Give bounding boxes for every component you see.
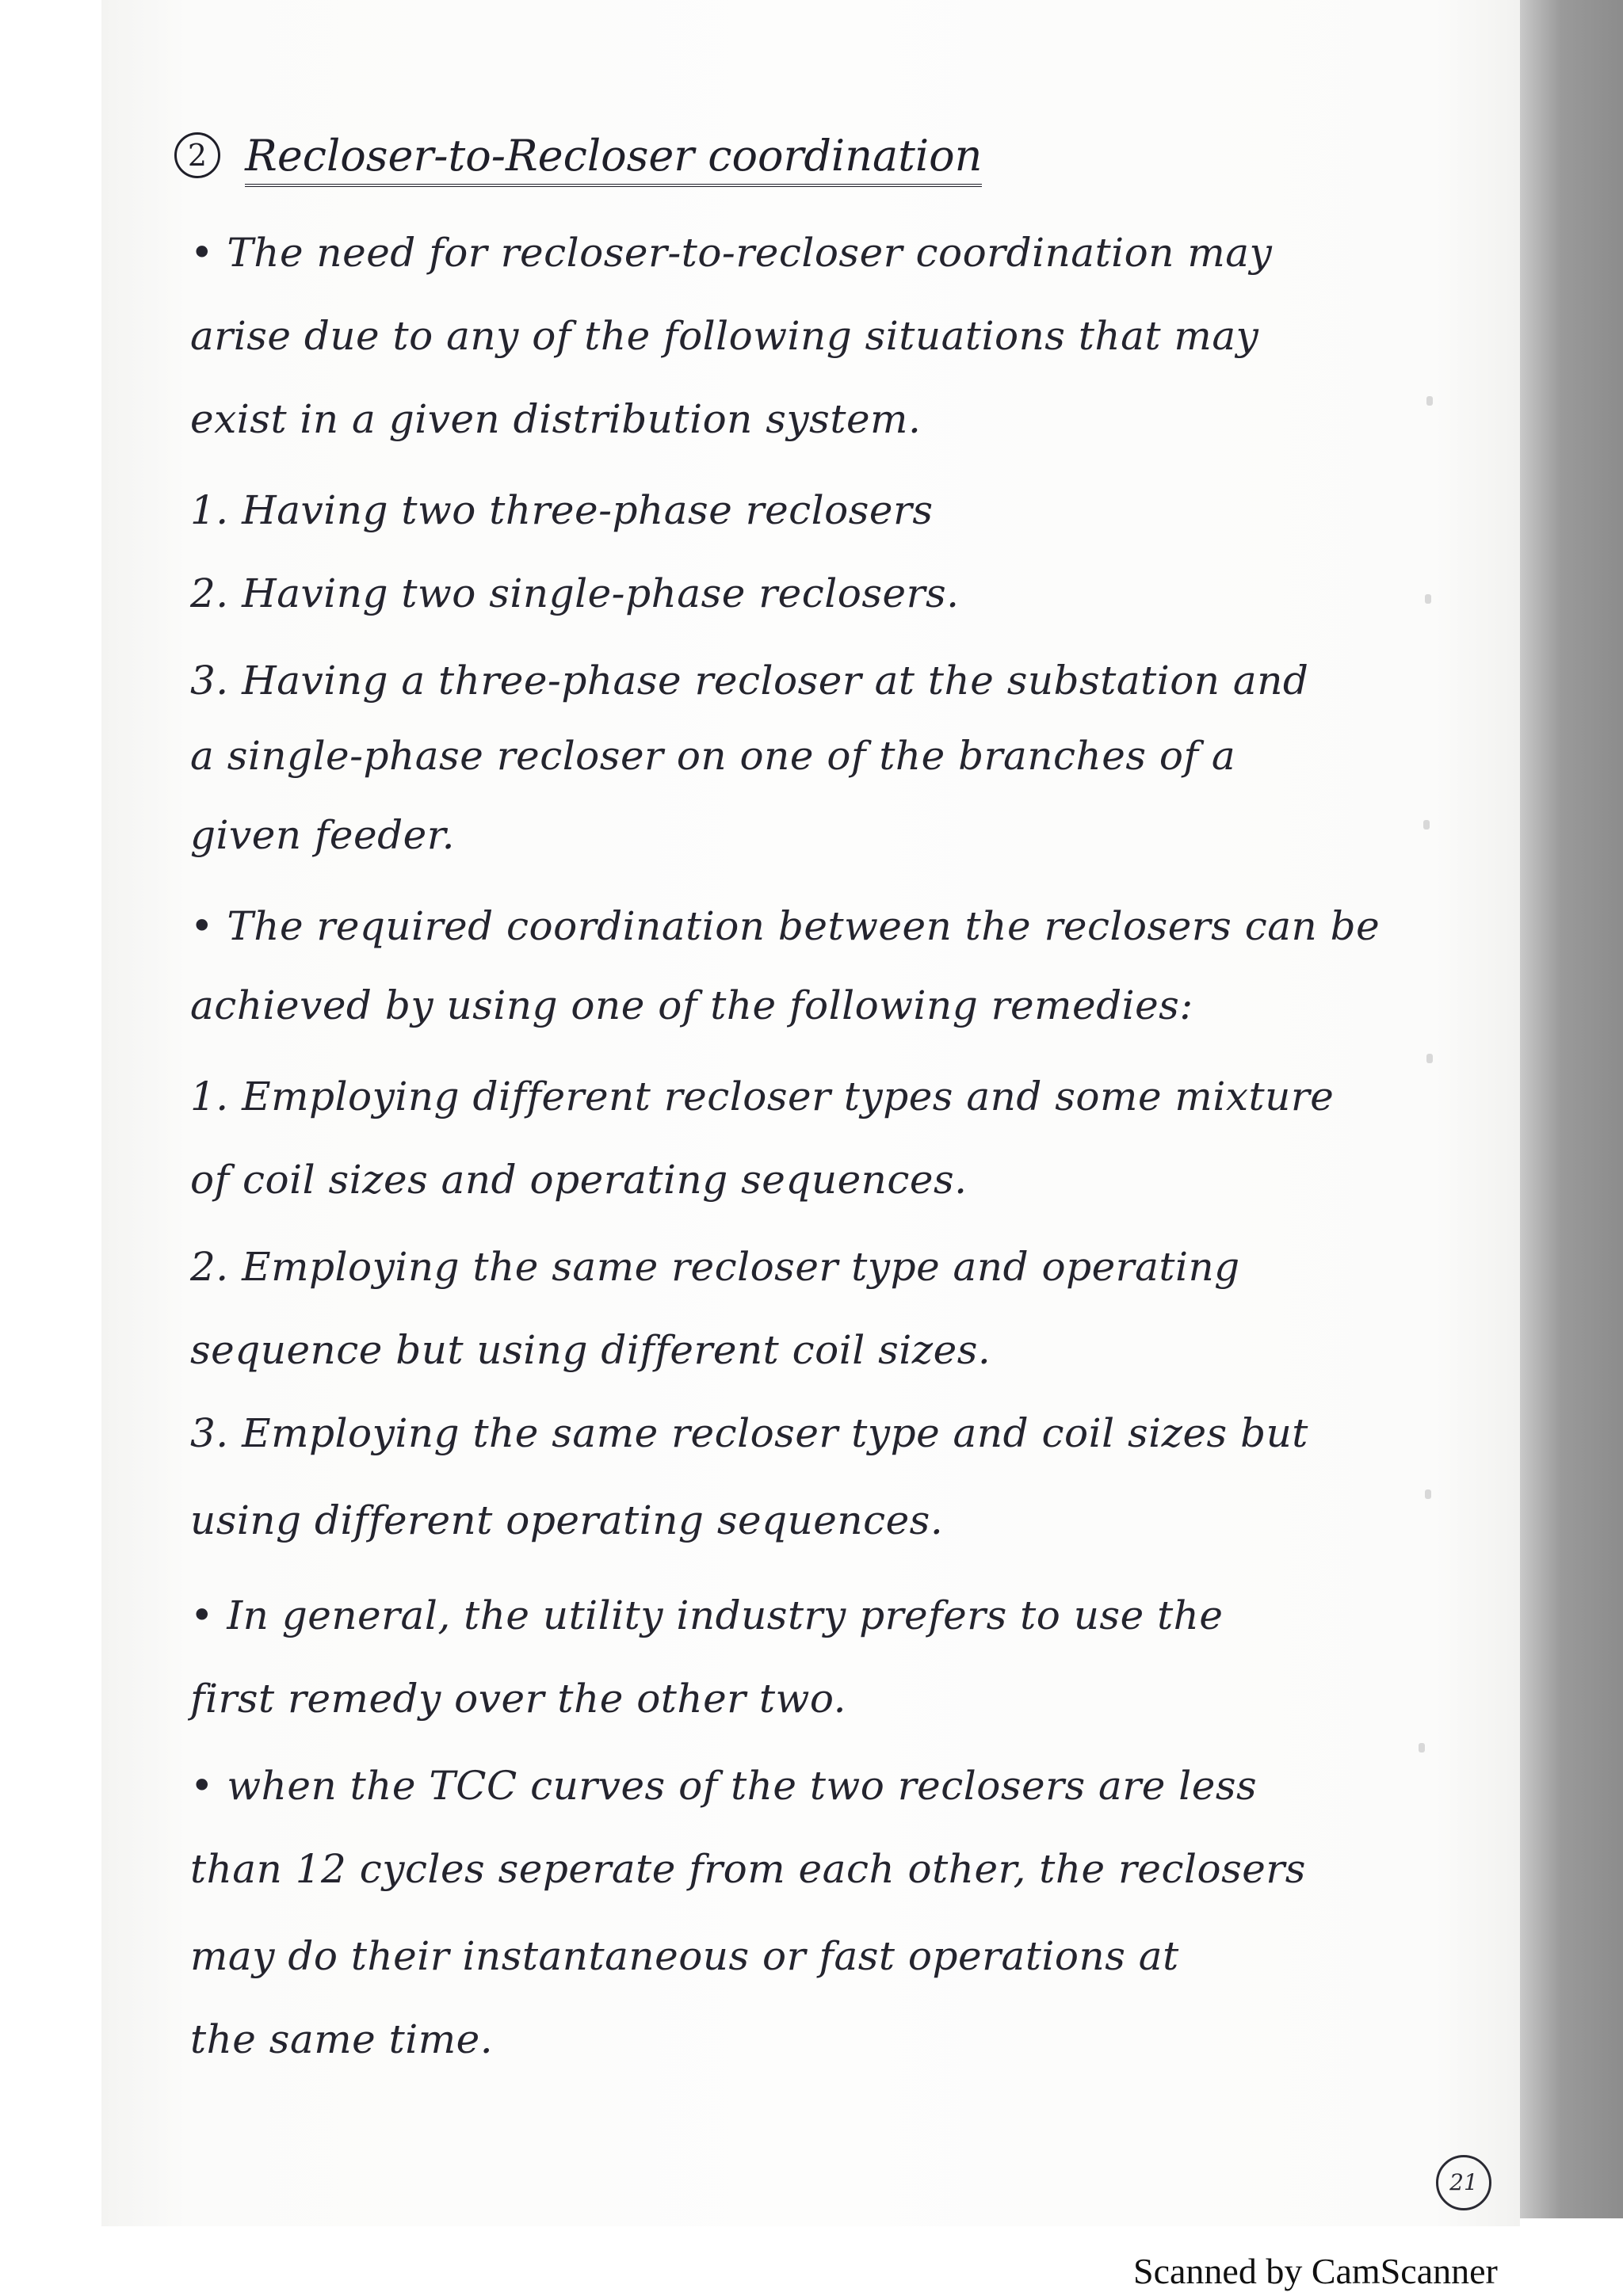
text-line: • when the TCC curves of the two reclosers are less (190, 1763, 1258, 1809)
text-line: the same time. (190, 2016, 494, 2062)
page-number: 21 (1436, 2155, 1491, 2210)
text-line: arise due to any of the following situations that may (190, 313, 1259, 359)
text-line: 1. Having two three-phase reclosers (190, 487, 934, 533)
text-line: 3. Employing the same recloser type and coil sizes but (190, 1410, 1308, 1456)
text-line: • In general, the utility industry prefers to use the (190, 1592, 1224, 1638)
section-heading (174, 127, 982, 181)
paper-speck (1426, 396, 1433, 406)
scan-edge-shadow (1520, 0, 1623, 2218)
text-line: may do their instantaneous or fast operations at (190, 1933, 1179, 1979)
text-line: 3. Having a three-phase recloser at the substation and (190, 658, 1309, 704)
section-number: 2 (174, 132, 220, 178)
paper-speck (1419, 1743, 1425, 1753)
text-line: • The required coordination between the reclosers can be (190, 903, 1381, 949)
text-line: exist in a given distribution system. (190, 396, 922, 442)
text-line: 2. Employing the same recloser type and operating (190, 1244, 1240, 1290)
paper-speck (1423, 820, 1430, 830)
text-line: given feeder. (190, 812, 456, 858)
text-line: a single-phase recloser on one of the branches of a (190, 733, 1236, 779)
text-line: of coil sizes and operating sequences. (190, 1157, 968, 1203)
text-line: 2. Having two single-phase reclosers. (190, 570, 960, 616)
scanner-watermark: Scanned by CamScanner (1133, 2251, 1498, 2291)
text-line: than 12 cycles seperate from each other, the reclosers (190, 1846, 1306, 1892)
text-line: first remedy over the other two. (190, 1676, 846, 1722)
text-line: • The need for recloser-to-recloser coordination may (190, 230, 1273, 276)
paper-speck (1425, 1489, 1431, 1499)
paper-speck (1425, 594, 1431, 604)
section-title: Recloser-to-Recloser coordination (245, 131, 982, 187)
text-line: using different operating sequences. (190, 1497, 944, 1543)
text-line: 1. Employing different recloser types and some mixture (190, 1074, 1335, 1119)
paper-speck (1426, 1054, 1433, 1063)
text-line: sequence but using different coil sizes. (190, 1327, 991, 1373)
text-line: achieved by using one of the following remedies: (190, 982, 1193, 1028)
